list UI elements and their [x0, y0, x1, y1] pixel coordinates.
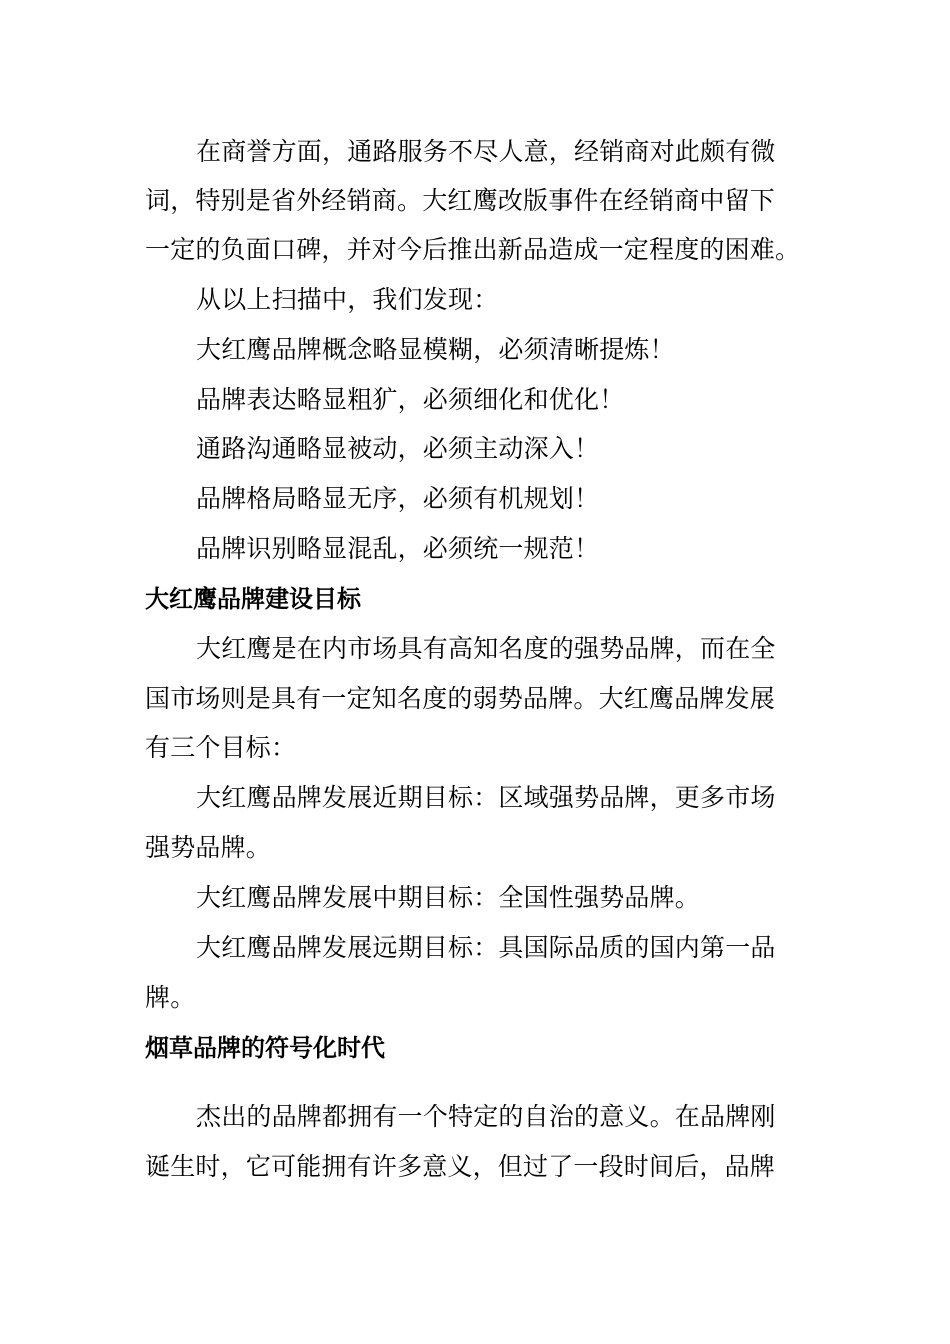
para3-line1: 杰出的品牌都拥有一个特定的自治的意义。在品牌刚: [196, 1102, 776, 1131]
para3-line2: 诞生时，它可能拥有许多意义，但过了一段时间后，品牌: [145, 1152, 776, 1181]
section-heading-brand-goals: 大红鹰品牌建设目标: [145, 585, 361, 613]
para2-line1: 大红鹰是在内市场具有高知名度的强势品牌，而在全: [196, 634, 776, 663]
goal-near-line1: 大红鹰品牌发展近期目标：区域强势品牌，更多市场: [196, 783, 776, 812]
finding-item: 品牌识别略显混乱，必须统一规范！: [196, 534, 600, 563]
finding-item: 品牌格局略显无序，必须有机规划！: [196, 484, 600, 513]
finding-item: 大红鹰品牌概念略显模糊，必须清晰提炼！: [196, 335, 675, 364]
goal-near-line2: 强势品牌。: [145, 833, 272, 862]
finding-item: 通路沟通略显被动，必须主动深入！: [196, 434, 600, 463]
goal-far-line2: 牌。: [145, 983, 196, 1012]
para1-line3: 一定的负面口碑，并对今后推出新品造成一定程度的困难。: [145, 235, 801, 264]
section-heading-symbolization: 烟草品牌的符号化时代: [145, 1034, 385, 1062]
finding-item: 品牌表达略显粗犷，必须细化和优化！: [196, 385, 625, 414]
para1-line2: 词，特别是省外经销商。大红鹰改版事件在经销商中留下: [145, 186, 776, 215]
scan-intro: 从以上扫描中，我们发现：: [196, 285, 499, 314]
para2-line2: 国市场则是具有一定知名度的弱势品牌。大红鹰品牌发展: [145, 684, 776, 713]
para1-line1: 在商誉方面，通路服务不尽人意，经销商对此颇有微: [196, 137, 776, 166]
goal-mid: 大红鹰品牌发展中期目标：全国性强势品牌。: [196, 883, 701, 912]
goal-far-line1: 大红鹰品牌发展远期目标：具国际品质的国内第一品: [196, 933, 776, 962]
para2-line3: 有三个目标：: [145, 733, 297, 762]
